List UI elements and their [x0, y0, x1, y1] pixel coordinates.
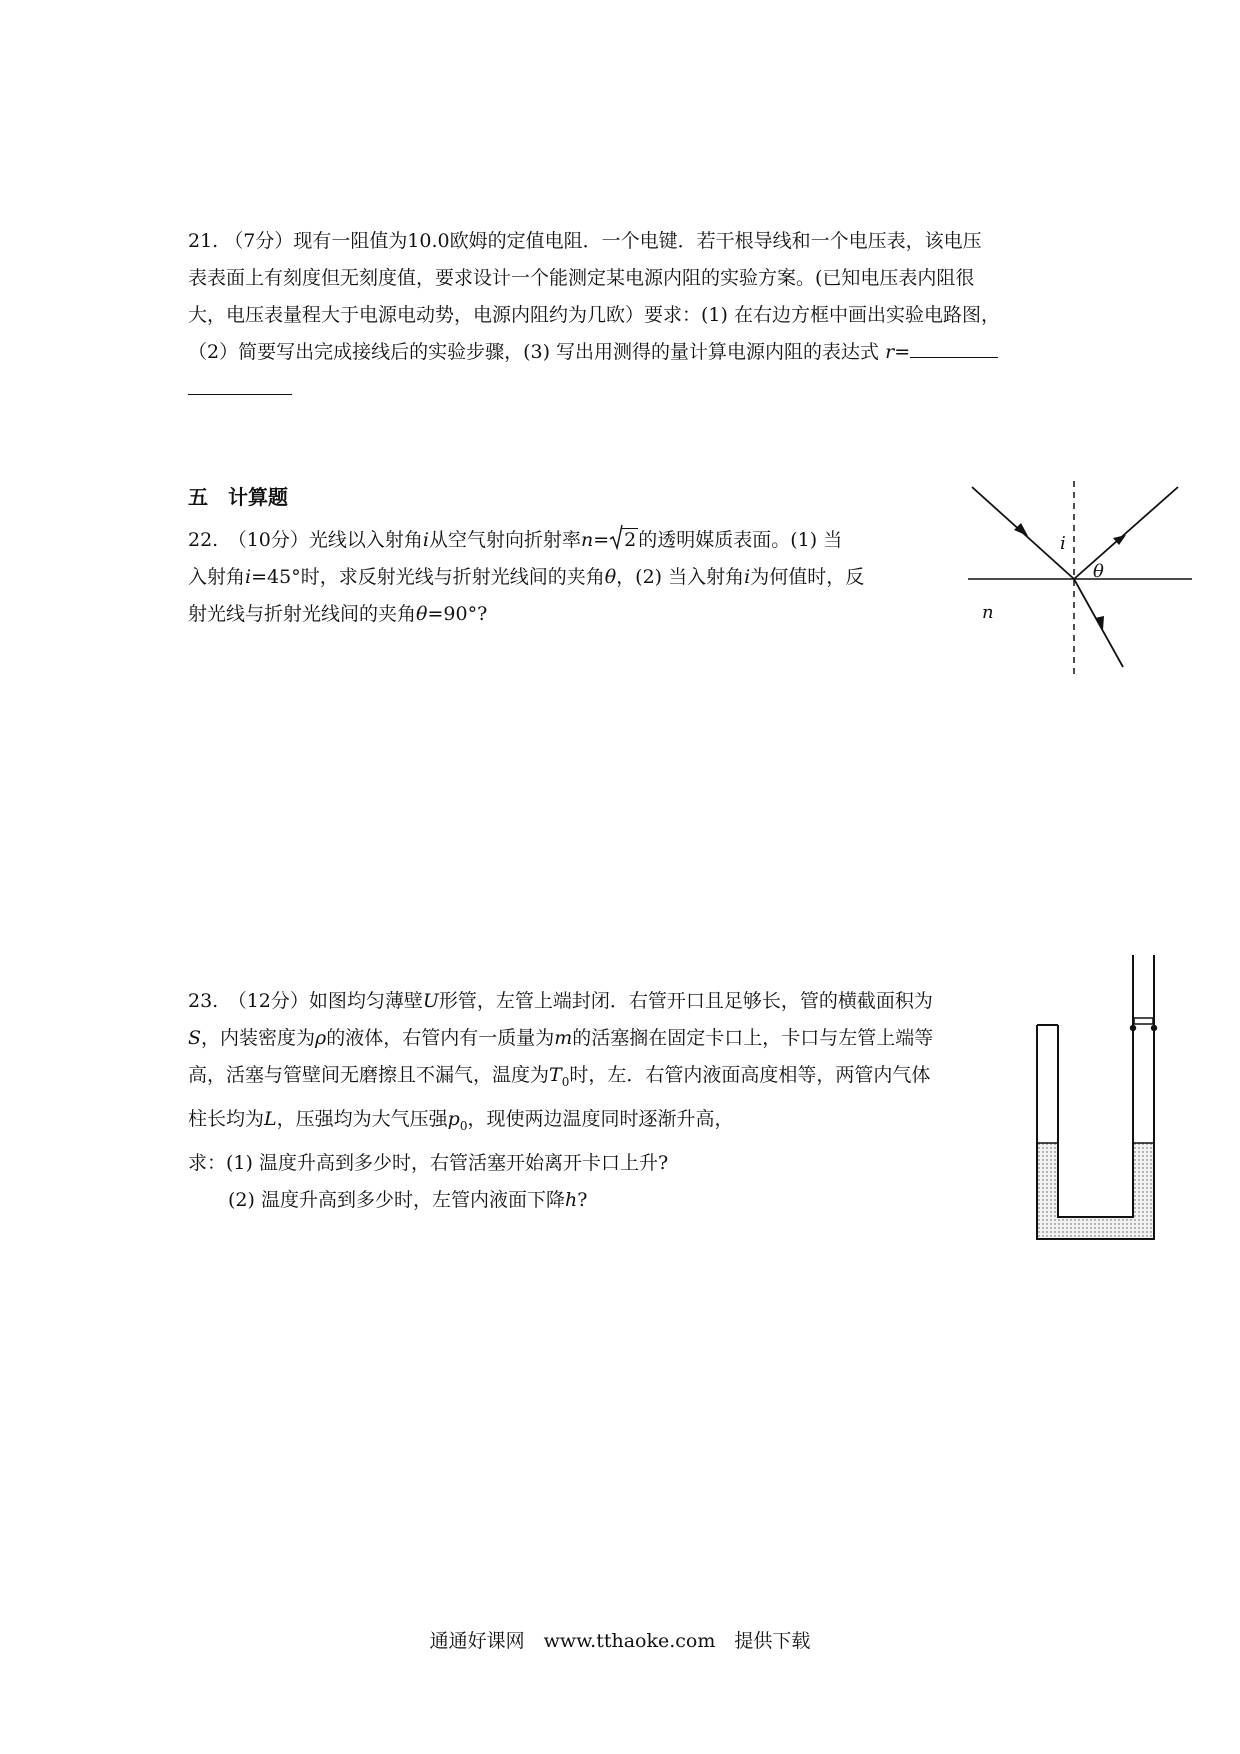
liquid [1037, 1143, 1154, 1239]
q21-line-4: （2）简要写出完成接线后的实验步骤，(3) 写出用测得的量计算电源内阻的表达式 r= [188, 334, 1000, 371]
q21-line-1: 21. （7分）现有一阻值为10.0欧姆的定值电阻．一个电键．若干根导线和一个电压表，该电压 [188, 230, 982, 252]
section-title: 五 计算题 [188, 485, 288, 509]
label-n: n [982, 602, 994, 623]
footer-credit: 通通好课网 www.tthaoke.com 提供下载 [429, 1630, 811, 1652]
q23-line-3: 高，活塞与管壁间无磨擦且不漏气，温度为$T_0$时，左．右管内液面高度相等，两管内气体 [188, 1064, 931, 1089]
refraction-diagram [960, 475, 1200, 680]
stop-catch-right [1151, 1025, 1157, 1031]
q21-line-5 [188, 371, 1000, 408]
q23-line-6: (2) 温度升高到多少时，左管内液面下降h? [228, 1188, 588, 1211]
incident-arrow-icon [1014, 523, 1028, 536]
q21-line-2: 表表面上有刻度但无刻度值，要求设计一个能测定某电源内阻的实验方案。(已知电压表内阻很 [188, 267, 975, 289]
question-22 [188, 522, 864, 633]
stop-catch-left [1130, 1025, 1136, 1031]
label-theta: θ [1093, 561, 1104, 582]
piston [1134, 1018, 1153, 1024]
q23-line-1: 23. （12分）如图均匀薄壁U形管，左管上端封闭．右管开口且足够长，管的横截面积为 [188, 990, 933, 1012]
answer-blank-2[interactable] [188, 393, 292, 395]
tube-inner-wall [1058, 955, 1133, 1217]
q23-line-4: 柱长均为L，压强均为大气压强$p_0$，现使两边温度同时逐渐升高， [188, 1107, 734, 1133]
q21-line-3: 大，电压表量程大于电源电动势，电源内阻约为几欧）要求：(1) 在右边方框中画出实验电路图， [188, 304, 1000, 326]
reflected-ray [1074, 487, 1178, 579]
q22-line-1: 22. （10分）光线以入射角i从空气射向折射率n= 2 的透明媒质表面。(1) 当 [188, 522, 864, 559]
answer-blank-1[interactable] [910, 356, 998, 358]
question-23 [188, 983, 933, 1219]
u-tube-diagram [1030, 955, 1170, 1255]
refracted-arrow-icon [1095, 616, 1104, 630]
question-21 [188, 223, 1000, 408]
q22-line-3: 射光线与折射光线间的夹角θ=90°? [188, 603, 488, 625]
label-i: i [1060, 533, 1066, 554]
q23-line-5: 求：(1) 温度升高到多少时，右管活塞开始离开卡口上升? [188, 1151, 669, 1174]
sqrt-2: 2 [609, 522, 638, 559]
q22-line-2: 入射角i=45°时，求反射光线与折射光线间的夹角θ，(2) 当入射角i为何值时，反 [188, 566, 865, 588]
q23-line-2: S，内装密度为ρ的液体，右管内有一质量为m的活塞搁在固定卡口上，卡口与左管上端等 [188, 1027, 934, 1049]
